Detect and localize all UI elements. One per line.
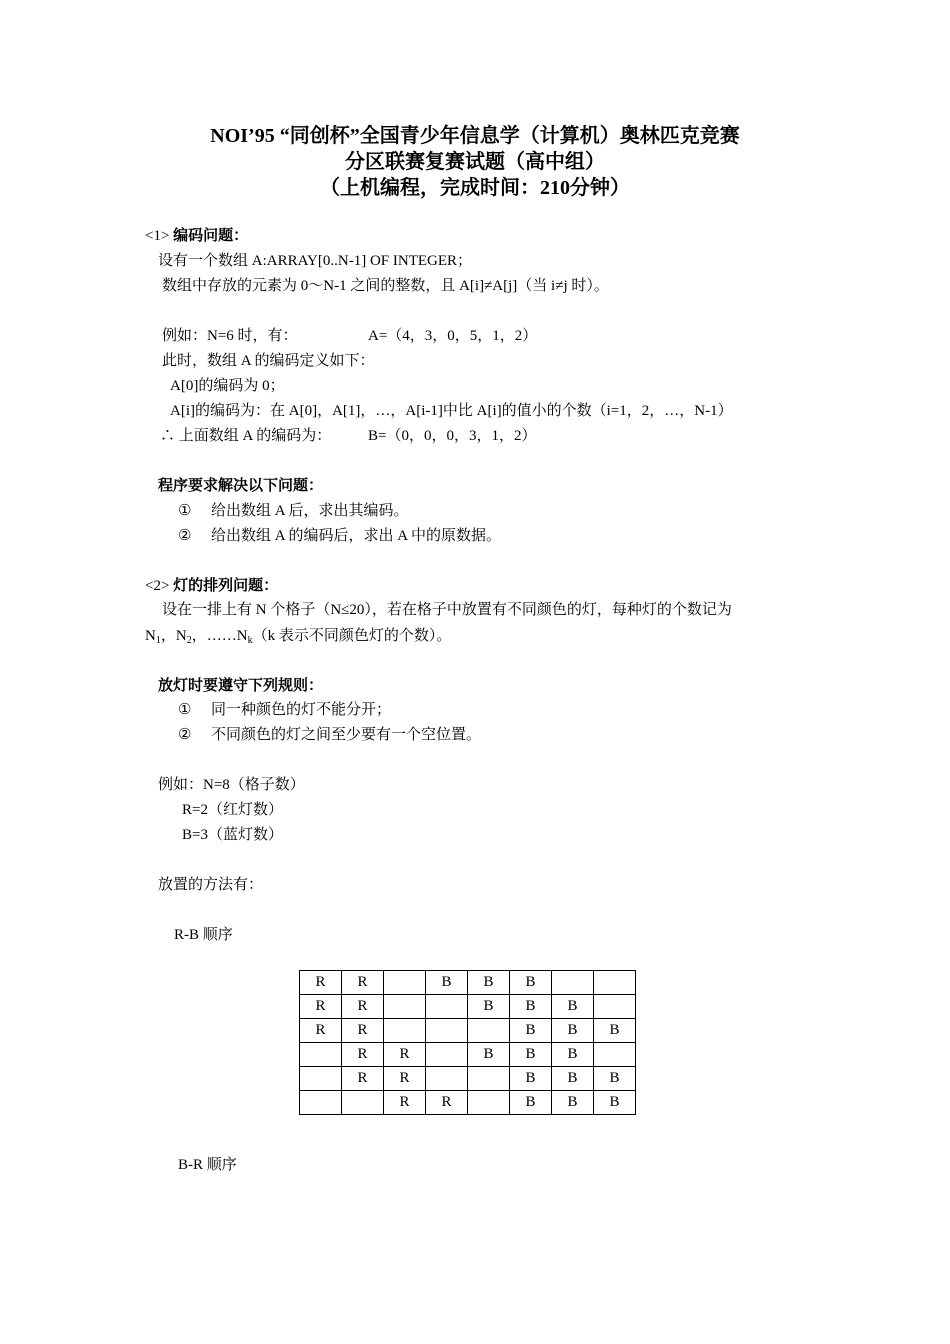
table-cell: B	[552, 995, 594, 1019]
table-cell	[384, 995, 426, 1019]
table-cell: B	[510, 1067, 552, 1091]
table-cell	[426, 995, 468, 1019]
table-cell	[468, 1091, 510, 1115]
table-cell	[426, 1067, 468, 1091]
example-line: R=2（红灯数）	[182, 802, 283, 818]
table-cell: B	[468, 1043, 510, 1067]
table-cell	[300, 1091, 342, 1115]
table-cell: R	[342, 1067, 384, 1091]
table-cell: B	[426, 971, 468, 995]
table-cell: B	[594, 1019, 636, 1043]
table-cell	[594, 995, 636, 1019]
title-line-3: （上机编程，完成时间：210分钟）	[320, 177, 630, 199]
table-cell: B	[510, 1019, 552, 1043]
table-cell: R	[342, 1043, 384, 1067]
table-cell: R	[342, 971, 384, 995]
lamp-arrangement-table	[299, 970, 636, 1115]
table-cell: R	[342, 1019, 384, 1043]
rb-order-label: R-B 顺序	[174, 927, 233, 943]
rules-heading: 放灯时要遵守下列规则：	[158, 678, 324, 694]
table-cell: R	[300, 995, 342, 1019]
title-line-1: NOI’95 “同创杯”全国青少年信息学（计算机）奥林匹克竞赛	[210, 125, 740, 147]
table-cell	[426, 1043, 468, 1067]
list-item: 给出数组 A 的编码后，求出 A 中的原数据。	[211, 528, 502, 544]
table-cell: B	[510, 1043, 552, 1067]
example-label: 例如：N=6 时，有：	[162, 328, 298, 344]
problem2-number: <2>	[145, 578, 174, 594]
problem1-number: <1>	[145, 228, 174, 244]
table-cell: B	[594, 1067, 636, 1091]
br-order-label: B-R 顺序	[178, 1157, 237, 1173]
table-row	[300, 1067, 636, 1091]
problem1-title: 编码问题：	[173, 228, 249, 244]
title-line-2: 分区联赛复赛试题（高中组）	[345, 151, 605, 173]
problem1-heading	[145, 226, 248, 246]
table-cell	[552, 971, 594, 995]
table-row	[300, 995, 636, 1019]
problem1-line: A[0]的编码为 0；	[170, 378, 285, 394]
table-cell: B	[552, 1043, 594, 1067]
table-row	[300, 1019, 636, 1043]
table-cell	[300, 1067, 342, 1091]
table-cell: B	[552, 1091, 594, 1115]
table-row	[300, 1091, 636, 1115]
table-cell: B	[510, 971, 552, 995]
table-cell	[426, 1019, 468, 1043]
example-line: B=3（蓝灯数）	[182, 827, 283, 843]
table-cell	[342, 1091, 384, 1115]
list-item: 给出数组 A 后，求出其编码。	[211, 503, 409, 519]
table-row	[300, 1043, 636, 1067]
table-cell	[468, 1067, 510, 1091]
table-cell	[384, 1019, 426, 1043]
table-cell: B	[510, 995, 552, 1019]
example-line: 例如：N=8（格子数）	[158, 777, 305, 793]
encoding-array: B=（0，0，0，3，1，2）	[368, 428, 537, 444]
table-cell: B	[468, 971, 510, 995]
encoding-label: ∴ 上面数组 A 的编码为：	[160, 428, 332, 444]
table-cell: R	[300, 1019, 342, 1043]
table-cell	[594, 971, 636, 995]
table-cell: R	[300, 971, 342, 995]
methods-label: 放置的方法有：	[158, 877, 264, 893]
table-cell: B	[552, 1067, 594, 1091]
table-cell	[468, 1019, 510, 1043]
example-array: A=（4，3，0，5，1，2）	[368, 328, 538, 344]
problem1-line: 设有一个数组 A:ARRAY[0..N-1] OF INTEGER；	[158, 253, 473, 269]
list-number: ②	[178, 528, 192, 544]
table-cell: R	[426, 1091, 468, 1115]
table-cell: R	[384, 1043, 426, 1067]
list-item: 同一种颜色的灯不能分开；	[211, 702, 392, 718]
list-number: ①	[178, 503, 192, 519]
list-item: 不同颜色的灯之间至少要有一个空位置。	[211, 727, 482, 743]
problem2-title: 灯的排列问题：	[173, 578, 279, 594]
requirements-heading: 程序要求解决以下问题：	[158, 478, 324, 494]
problem1-line: 数组中存放的元素为 0～N-1 之间的整数，且 A[i]≠A[j]（当 i≠j 时）。	[162, 278, 609, 294]
problem1-line: A[i]的编码为：在 A[0]，A[1]，…，A[i-1]中比 A[i]的值小的个数（i=1，2，…，N-1）	[170, 403, 733, 419]
table-cell: B	[468, 995, 510, 1019]
list-number: ①	[178, 702, 192, 718]
problem2-line: 设在一排上有 N 个格子（N≤20），若在格子中放置有不同颜色的灯，每种灯的个数记为	[162, 602, 732, 618]
problem2-line: $N_1$，$N_2$，$\dots\dots N_k(k$ 表示不同颜色灯的个数）。	[145, 628, 452, 646]
problem2-heading	[145, 576, 278, 596]
table-cell: R	[342, 995, 384, 1019]
table-cell: B	[594, 1091, 636, 1115]
table-cell	[594, 1043, 636, 1067]
table-cell: B	[510, 1091, 552, 1115]
table-cell	[300, 1043, 342, 1067]
table-cell: B	[552, 1019, 594, 1043]
problem1-line: 此时，数组 A 的编码定义如下：	[162, 353, 375, 369]
list-number: ②	[178, 727, 192, 743]
table-cell: R	[384, 1091, 426, 1115]
table-row	[300, 971, 636, 995]
table-cell	[384, 971, 426, 995]
table-cell: R	[384, 1067, 426, 1091]
